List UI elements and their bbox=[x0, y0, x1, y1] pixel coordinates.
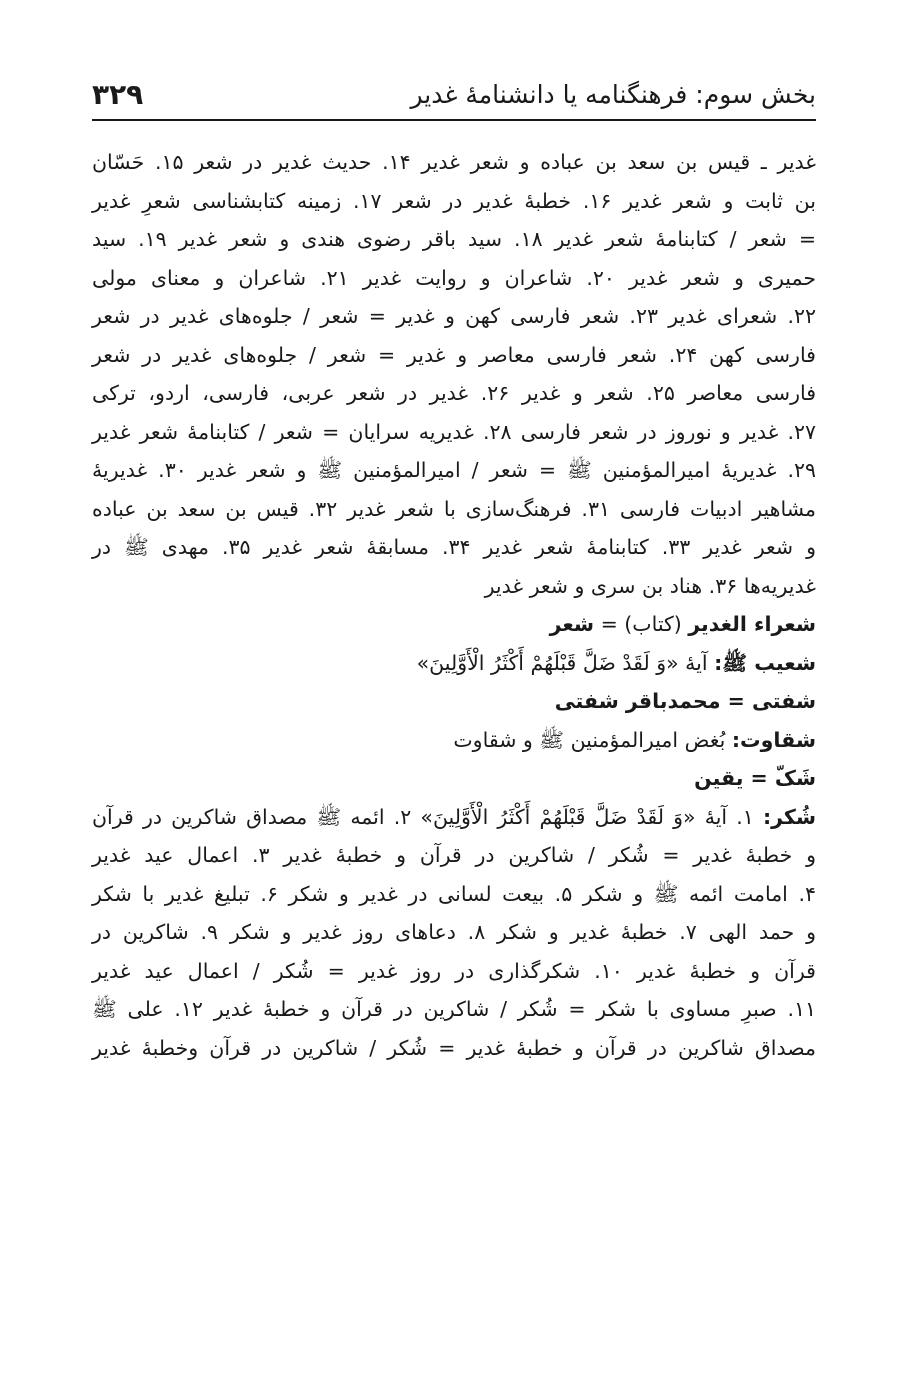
line-text: ۴. امامت ائمه ﷺ و شکر ۵. بیعت لسانی در غدیر و شکر ۶. تبلیغ غدیر با شکر bbox=[92, 881, 816, 906]
line-text: ۲۲. شعرای غدیر ۲۳. شعر فارسی کهن و غدیر = شعر / جلوه‌های غدیر در شعر bbox=[92, 304, 816, 328]
line-text: و حمد الهی ۷. خطبهٔ غدیر و شکر ۸. دعاهای روز غدیر و شکر ۹. شاکرین در bbox=[92, 920, 816, 944]
entry-headword: شُکر: bbox=[762, 804, 816, 829]
line-text: و شعر غدیر ۳۳. کتابنامهٔ شعر غدیر ۳۴. مسابقهٔ شعر غدیر ۳۵. مهدی ﷺ در bbox=[92, 535, 817, 559]
line-text: ۱. آیهٔ «وَ لَقَدْ ضَلَّ قَبْلَهُمْ أَکْثَرُ الْأَوَّلِینَ» ۲. ائمه ﷺ مصداق شاکرین در قرآن bbox=[92, 804, 763, 829]
line-text: بن ثابت و شعر غدیر ۱۶. خطبهٔ غدیر در شعر ۱۷. زمینه کتابشناسی شعرِ غدیر bbox=[92, 188, 816, 213]
text-line bbox=[92, 451, 816, 490]
line-text: بُغض امیرالمؤمنین ﷺ و شقاوت bbox=[453, 727, 732, 752]
line-text: قرآن و خطبهٔ غدیر ۱۰. شکرگذاری در روز غدیر = شُکر / اعمال عید غدیر bbox=[92, 958, 816, 983]
running-header-title: بخش سوم: فرهنگنامه یا دانشنامهٔ غدیر bbox=[410, 79, 816, 109]
text-line bbox=[92, 682, 816, 721]
page-header bbox=[92, 72, 816, 116]
line-text: غدیریه‌ها ۳۶. هناد بن سری و شعر غدیر bbox=[484, 573, 816, 598]
body-text bbox=[92, 143, 816, 1067]
text-line bbox=[92, 1029, 816, 1068]
entry-headword: شعراء الغدیر bbox=[688, 612, 816, 636]
line-text: ۱۱. صبرِ مساوی با شکر = شُکر / شاکرین در قرآن و خطبهٔ غدیر ۱۲. علی ﷺ bbox=[92, 997, 816, 1021]
line-text: آیهٔ «وَ لَقَدْ ضَلَّ قَبْلَهُمْ أَکْثَرُ الْأَوَّلِینَ» bbox=[416, 650, 715, 675]
text-line bbox=[92, 528, 816, 567]
page-number: ۳۲۹ bbox=[92, 77, 144, 111]
text-line bbox=[92, 836, 816, 875]
line-text: مصداق شاکرین در قرآن و خطبهٔ غدیر = شُکر / شاکرین در قرآن وخطبهٔ غدیر bbox=[92, 1035, 816, 1060]
text-line bbox=[92, 182, 816, 221]
cross-reference: شعر bbox=[549, 612, 595, 636]
text-line bbox=[92, 605, 816, 644]
text-line bbox=[92, 490, 816, 529]
line-text: حمیری و شعر غدیر ۲۰. شاعران و روایت غدیر ۲۱. شاعران و معنای مولی bbox=[92, 265, 816, 290]
line-text: = شعر / کتابنامهٔ شعر غدیر ۱۸. سید باقر رضوی هندی و شعر غدیر ۱۹. سید bbox=[92, 227, 816, 251]
text-line bbox=[92, 990, 816, 1029]
entry-headword: شفتی = محمدباقر شفتی bbox=[554, 689, 816, 713]
text-line bbox=[92, 567, 816, 606]
line-text: فارسی معاصر ۲۵. شعر و غدیر ۲۶. غدیر در شعر عربی، فارسی، اردو، ترکی bbox=[92, 381, 817, 405]
text-line bbox=[92, 952, 816, 991]
entry-headword: شقاوت: bbox=[731, 727, 816, 752]
text-line bbox=[92, 721, 816, 760]
text-line bbox=[92, 336, 816, 375]
line-text: غدیر ـ قیس بن سعد بن عباده و شعر غدیر ۱۴. حدیث غدیر در شعر ۱۵. حَسّان bbox=[92, 150, 817, 174]
text-line bbox=[92, 798, 816, 837]
text-line bbox=[92, 875, 816, 914]
header-rule bbox=[92, 119, 816, 121]
text-line bbox=[92, 143, 816, 182]
line-text: (کتاب) = bbox=[594, 612, 689, 636]
line-text: ۲۷. غدیر و نوروز در شعر فارسی ۲۸. غدیریه سرایان = شعر / کتابنامهٔ شعر غدیر bbox=[92, 419, 817, 444]
text-line bbox=[92, 644, 816, 683]
text-line bbox=[92, 374, 816, 413]
text-line bbox=[92, 759, 816, 798]
text-line bbox=[92, 413, 816, 452]
line-text: مشاهیر ادبیات فارسی ۳۱. فرهنگ‌سازی با شعر غدیر ۳۲. قیس بن سعد بن عباده bbox=[92, 496, 817, 521]
text-line bbox=[92, 220, 816, 259]
entry-headword: شعیب ﷺ: bbox=[714, 650, 816, 675]
line-text: فارسی کهن ۲۴. شعر فارسی معاصر و غدیر = شعر / جلوه‌های غدیر در شعر bbox=[92, 342, 816, 367]
entry-headword: شَکّ = یقین bbox=[694, 766, 816, 790]
text-line bbox=[92, 297, 816, 336]
text-line bbox=[92, 259, 816, 298]
text-line bbox=[92, 913, 816, 952]
line-text: ۲۹. غدیریهٔ امیرالمؤمنین ﷺ = شعر / امیرالمؤمنین ﷺ و شعر غدیر ۳۰. غدیریهٔ bbox=[92, 458, 817, 482]
line-text: و خطبهٔ غدیر = شُکر / شاکرین در قرآن و خطبهٔ غدیر ۳. اعمال عید غدیر bbox=[92, 843, 816, 867]
